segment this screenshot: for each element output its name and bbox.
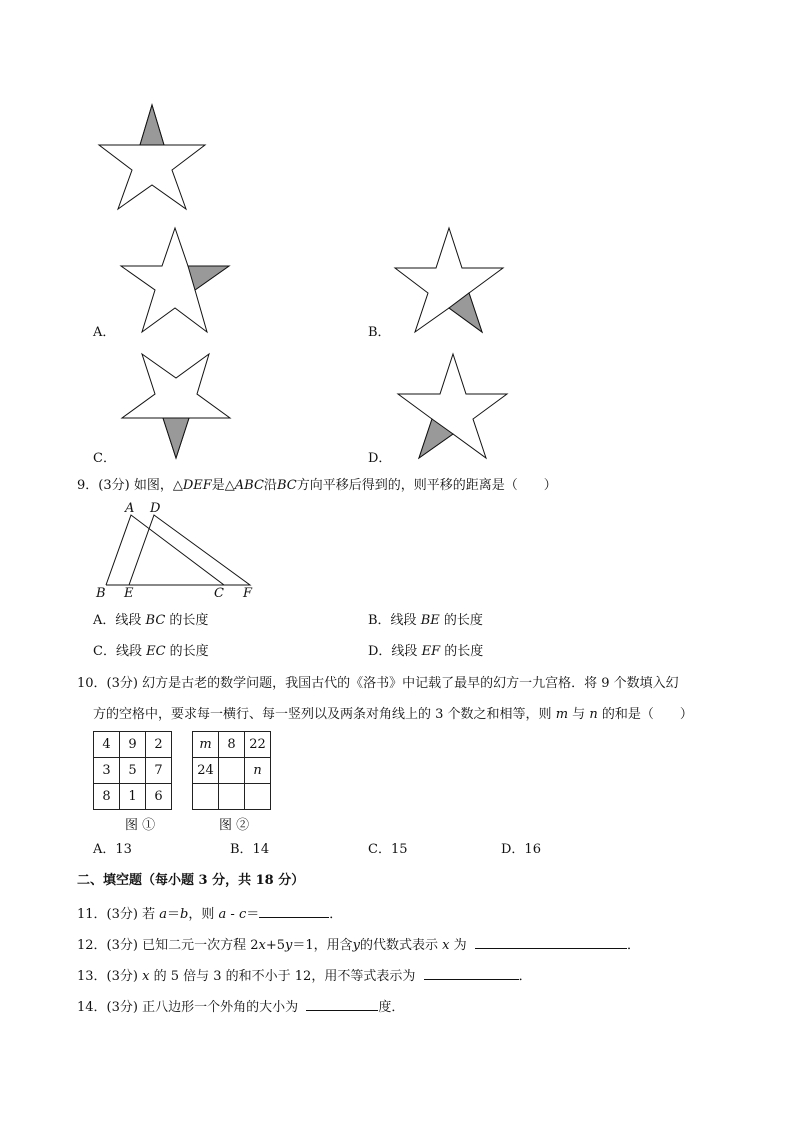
cell: 9 xyxy=(120,732,146,758)
q9-option-a[interactable]: A．线段 BC 的长度 xyxy=(93,613,209,628)
cell: 3 xyxy=(94,758,120,784)
q10-option-b[interactable]: B．14 xyxy=(230,842,270,857)
option-a-label: A． xyxy=(93,325,116,340)
q9-option-d[interactable]: D．线段 EF 的长度 xyxy=(368,644,484,659)
question-14: 14．(3分) 正八边形一个外角的大小为 度． xyxy=(77,1000,405,1015)
question-11: 11．(3分) 若 a＝b，则 a - c＝ ． xyxy=(77,907,343,922)
magic-square-2 xyxy=(192,731,271,810)
option-b-star-figure[interactable] xyxy=(393,226,505,334)
point-a-label: A xyxy=(125,501,135,516)
point-b-label: B xyxy=(96,586,106,601)
answer-blank[interactable] xyxy=(475,936,627,949)
option-c-star-figure[interactable] xyxy=(120,352,232,460)
q9-option-b[interactable]: B．线段 BE 的长度 xyxy=(368,613,483,628)
q10-option-c[interactable]: C．15 xyxy=(368,842,408,857)
option-b-label: B． xyxy=(368,325,391,340)
question-12: 12．(3分) 已知二元一次方程 2x+5y＝1，用含y的代数式表示 x 为 ． xyxy=(77,938,640,953)
cell xyxy=(219,784,245,810)
point-f-label: F xyxy=(243,586,253,601)
cell xyxy=(245,784,271,810)
cell: 6 xyxy=(146,784,172,810)
cell: m xyxy=(193,732,219,758)
translation-triangles-figure xyxy=(96,500,266,600)
cell xyxy=(193,784,219,810)
section-2-heading: 二、填空题（每小题 3 分，共 18 分） xyxy=(77,873,305,888)
cell: 1 xyxy=(120,784,146,810)
cell xyxy=(219,758,245,784)
magic-square-1 xyxy=(93,731,172,810)
q9-option-c[interactable]: C．线段 EC 的长度 xyxy=(93,644,209,659)
cell: 22 xyxy=(245,732,271,758)
cell: 5 xyxy=(120,758,146,784)
question-10-line-2: 方的空格中，要求每一横行、每一竖列以及两条对角线上的 3 个数之和相等，则 m 与 n 的和是（ ） xyxy=(93,707,693,722)
cell: 7 xyxy=(146,758,172,784)
cell: n xyxy=(245,758,271,784)
option-d-label: D． xyxy=(368,451,392,466)
point-e-label: E xyxy=(124,586,134,601)
point-c-label: C xyxy=(214,586,224,601)
answer-blank[interactable] xyxy=(306,998,378,1011)
q10-option-a[interactable]: A．13 xyxy=(93,842,132,857)
cell: 8 xyxy=(94,784,120,810)
question-13: 13．(3分) x 的 5 倍与 3 的和不小于 12，用不等式表示为 ． xyxy=(77,969,532,984)
cell: 24 xyxy=(193,758,219,784)
point-d-label: D xyxy=(150,501,161,516)
cell: 2 xyxy=(146,732,172,758)
question-9-stem: 9．(3分) 如图，△DEF是△ABC沿BC方向平移后得到的，则平移的距离是（ ） xyxy=(77,478,557,493)
question-10-line-1: 10．(3分) 幻方是古老的数学问题，我国古代的《洛书》中记载了最早的幻方一九宫格．将 9 个数填入幻 xyxy=(77,676,679,691)
answer-blank[interactable] xyxy=(424,967,519,980)
q10-option-d[interactable]: D．16 xyxy=(501,842,541,857)
cell: 4 xyxy=(94,732,120,758)
option-c-label: C． xyxy=(93,451,116,466)
option-a-star-figure[interactable] xyxy=(118,226,230,334)
figure-2-caption: 图 ② xyxy=(219,818,250,833)
answer-blank[interactable] xyxy=(259,905,329,918)
cell: 8 xyxy=(219,732,245,758)
original-star-figure xyxy=(97,103,207,211)
option-d-star-figure[interactable] xyxy=(396,352,508,460)
figure-1-caption: 图 ① xyxy=(125,818,156,833)
